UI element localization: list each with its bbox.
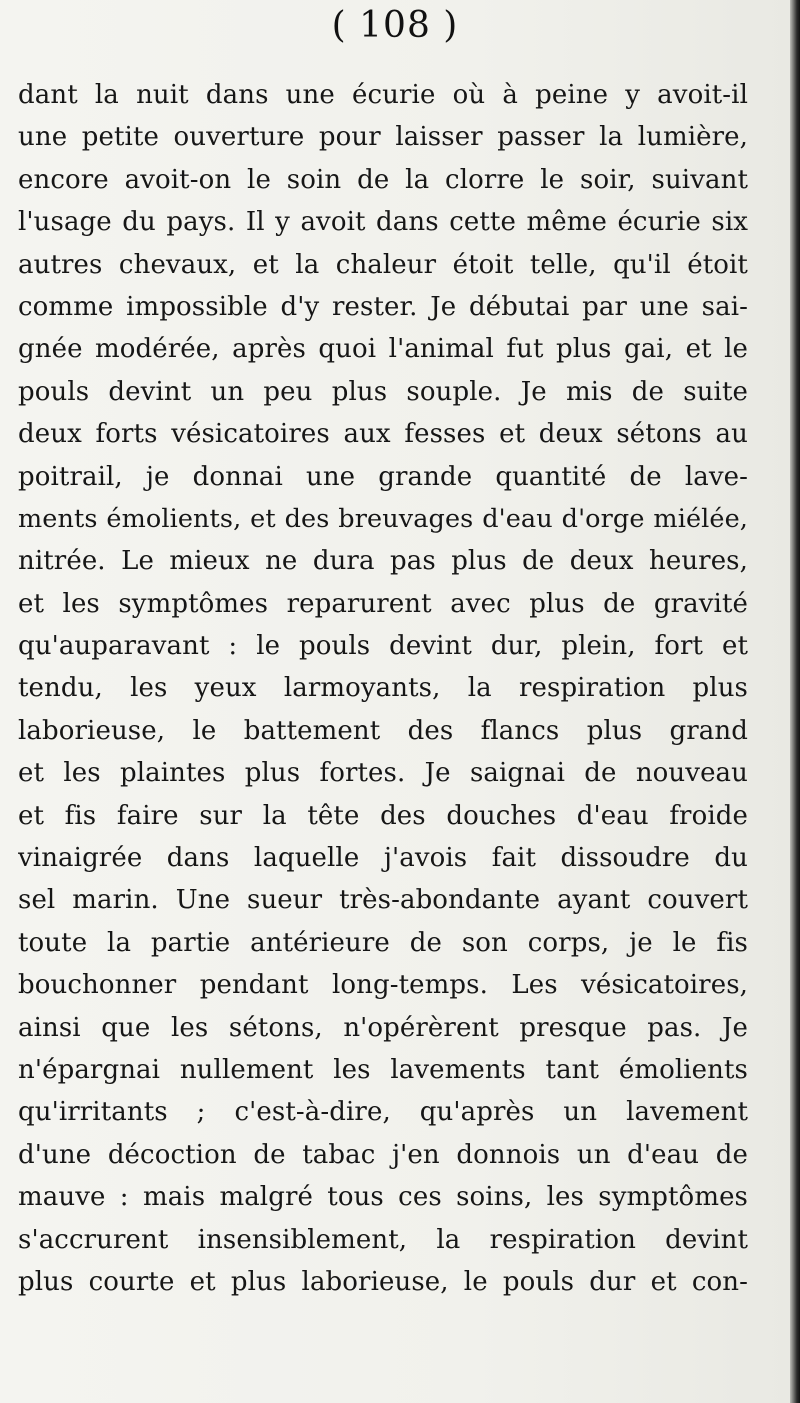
text-line: plus courte et plus laborieuse, le pouls dur et con- <box>18 1266 748 1297</box>
text-line: nitrée. Le mieux ne dura pas plus de deux heures, <box>18 546 748 577</box>
text-line: mauve : mais malgré tous ces soins, les symptômes <box>18 1182 748 1213</box>
text-line: l'usage du pays. Il y avoit dans cette même écurie six <box>18 207 748 238</box>
text-line: autres chevaux, et la chaleur étoit telle, qu'il étoit <box>18 249 748 280</box>
text-line: laborieuse, le battement des flancs plus grand <box>18 715 748 746</box>
text-line: et fis faire sur la tête des douches d'eau froide <box>18 800 748 831</box>
text-line: sel marin. Une sueur très-abondante ayant couvert <box>18 885 748 916</box>
text-line: n'épargnai nullement les lavements tant émolients <box>18 1054 748 1085</box>
text-line: une petite ouverture pour laisser passer la lumière, <box>18 122 748 153</box>
text-line: s'accrurent insensiblement, la respiration devint <box>18 1224 748 1255</box>
text-line: tendu, les yeux larmoyants, la respiration plus <box>18 673 748 704</box>
page-number: ( 108 ) <box>331 5 459 46</box>
text-line: qu'auparavant : le pouls devint dur, plein, fort et <box>18 631 748 662</box>
page-edge-shadow <box>790 0 800 1403</box>
text-line: d'une décoction de tabac j'en donnois un d'eau de <box>18 1139 748 1170</box>
text-line: ainsi que les sétons, n'opérèrent presque pas. Je <box>18 1012 748 1043</box>
text-line: ments émolients, et des breuvages d'eau d'orge miélée, <box>18 503 748 534</box>
text-line: toute la partie antérieure de son corps, je le fis <box>18 927 748 958</box>
text-line: deux forts vésicatoires aux fesses et deux sétons au <box>18 419 748 450</box>
text-line: et les plaintes plus fortes. Je saignai de nouveau <box>18 758 748 789</box>
text-line: gnée modérée, après quoi l'animal fut plus gai, et le <box>18 334 748 365</box>
text-line: encore avoit-on le soin de la clorre le soir, suivant <box>18 164 748 195</box>
text-line: et les symptômes reparurent avec plus de gravité <box>18 588 748 619</box>
text-line: qu'irritants ; c'est-à-dire, qu'après un lavement <box>18 1097 748 1128</box>
text-line: bouchonner pendant long-temps. Les vésicatoires, <box>18 970 748 1001</box>
text-line: vinaigrée dans laquelle j'avois fait dissoudre du <box>18 843 748 874</box>
body-text <box>18 74 748 1303</box>
text-line: dant la nuit dans une écurie où à peine y avoit-il <box>18 80 748 110</box>
text-line: poitrail, je donnai une grande quantité de lave- <box>18 461 748 492</box>
text-line: comme impossible d'y rester. Je débutai par une sai- <box>18 291 748 322</box>
text-line: pouls devint un peu plus souple. Je mis de suite <box>18 376 748 407</box>
